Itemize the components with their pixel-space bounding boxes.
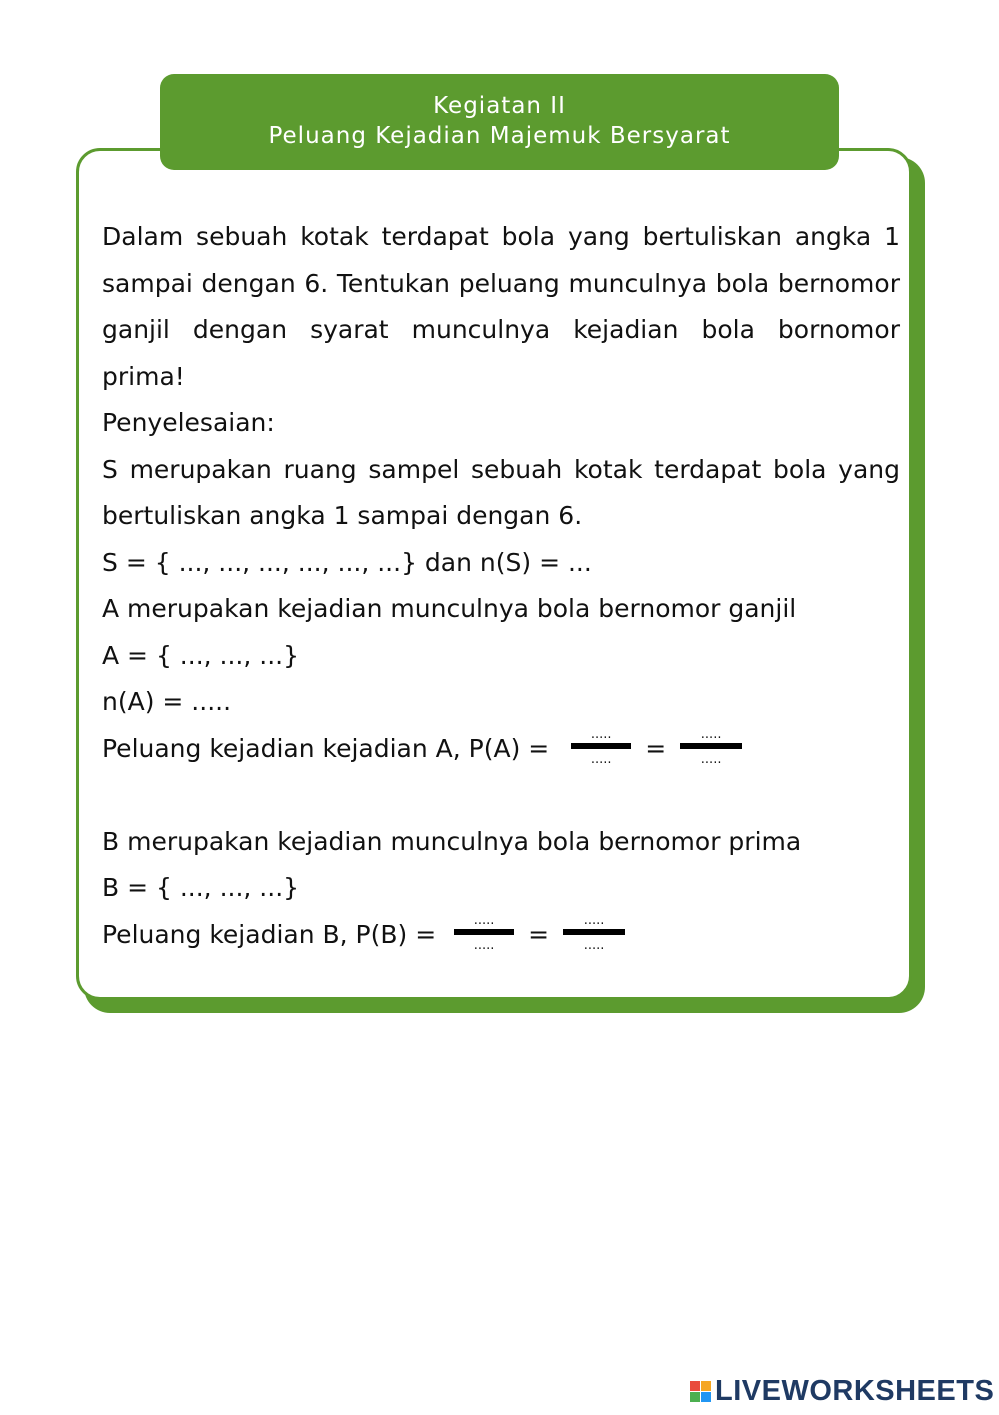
fraction-denominator: ..... [473, 937, 495, 953]
fraction-denominator: ..... [700, 751, 722, 767]
fraction-bar [680, 743, 742, 749]
fraction-numerator: ..... [583, 912, 605, 928]
activity-header [160, 74, 839, 170]
probability-a-fraction-2 [680, 726, 742, 772]
fraction-numerator: ..... [590, 726, 612, 742]
logo-tile [701, 1392, 711, 1402]
problem-statement: Dalam sebuah kotak terdapat bola yang bertuliskan angka 1 sampai dengan 6. Tentukan peluang munculnya bola bernomor ganjil dengan syarat munculnya kejadian bola bornomor prima! [102, 222, 900, 391]
probability-a-label: Peluang kejadian kejadian A, P(A) = [102, 733, 550, 763]
probability-b-label: Peluang kejadian B, P(B) = [102, 919, 437, 949]
fraction-bar [571, 743, 631, 749]
fraction-denominator: ..... [590, 751, 612, 767]
event-b-set: B = { ..., ..., ...} [102, 873, 300, 902]
probability-a-row [102, 726, 900, 773]
equals-sign: = [528, 919, 550, 949]
event-a-set: A = { ..., ..., ...} [102, 640, 300, 670]
probability-a-fraction-1 [571, 726, 631, 772]
fraction-bar [563, 929, 625, 935]
activity-number: Kegiatan II [433, 93, 566, 119]
probability-b-fraction-1 [454, 912, 514, 958]
probability-b-row [102, 912, 900, 959]
liveworksheets-logo-icon [690, 1381, 711, 1402]
equals-sign: = [645, 733, 667, 763]
sample-space-set: S = { ..., ..., ..., ..., ..., ...} dan n(S) = ... [102, 547, 592, 577]
logo-tile [690, 1381, 700, 1391]
logo-tile [701, 1381, 711, 1391]
spacer [102, 772, 900, 819]
probability-b-fraction-2 [563, 912, 625, 958]
event-b-description: B merupakan kejadian munculnya bola bernomor prima [102, 826, 802, 856]
fraction-bar [454, 929, 514, 935]
activity-title: Peluang Kejadian Majemuk Bersyarat [268, 123, 731, 149]
activity-content [102, 214, 900, 958]
footer-branding [690, 1374, 994, 1408]
event-a-count: n(A) = ..... [102, 687, 232, 716]
event-a-description: A merupakan kejadian munculnya bola bernomor ganjil [102, 594, 797, 623]
fraction-numerator: ..... [700, 726, 722, 742]
sample-space-description: S merupakan ruang sampel sebuah kotak terdapat bola yang bertuliskan angka 1 sampai dengan 6. [102, 454, 900, 530]
logo-tile [690, 1392, 700, 1402]
brand-name: LIVEWORKSHEETS [715, 1374, 995, 1407]
fraction-denominator: ..... [583, 937, 605, 953]
solution-label: Penyelesaian: [102, 408, 275, 437]
fraction-numerator: ..... [473, 912, 495, 928]
